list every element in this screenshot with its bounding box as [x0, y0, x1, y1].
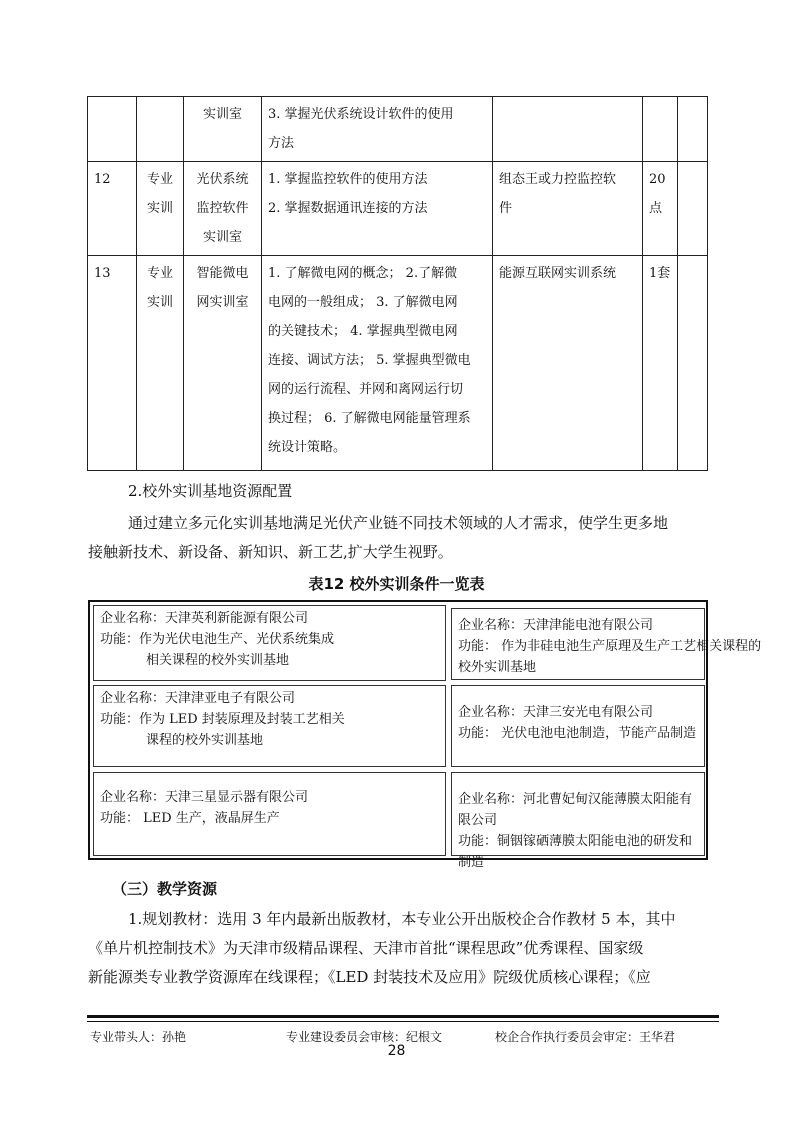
training-content-cell [262, 256, 493, 471]
equipment-cell [493, 162, 643, 256]
quantity-cell [643, 97, 678, 162]
equipment-cell [493, 256, 643, 471]
equipment-cell [493, 97, 643, 162]
company-name: 企业名称：天津英利新能源有限公司 [100, 611, 309, 626]
company-function: 功能：作为光伏电池生产、光伏系统集成 [100, 632, 335, 647]
training-room-table [87, 96, 708, 471]
quantity-line: 1套 [649, 266, 671, 281]
training-content-line: 的关键技术； 4. 掌握典型微电网 [268, 324, 458, 339]
training-content-cell [262, 162, 493, 256]
company-function: 功能：铜铟镓硒薄膜太阳能电池的研发和制造 [458, 834, 693, 870]
company-function-cont: 相关课程的校外实训基地 [146, 653, 290, 668]
company-name: 企业名称：天津津亚电子有限公司 [100, 691, 296, 706]
training-content-line: 网的运行流程、并网和离网运行切 [268, 382, 464, 397]
training-room-line: 实训室 [202, 230, 242, 245]
row-number-cell: 12 [88, 162, 137, 256]
section-heading-offcampus: 2.校外实训基地资源配置 [128, 482, 293, 500]
company-cell [451, 772, 705, 870]
training-type-line: 实训 [146, 295, 173, 310]
training-type-cell [137, 97, 184, 162]
training-room-cell [184, 256, 262, 471]
training-room-cell [184, 97, 262, 162]
paragraph-line: 《单片机控制技术》为天津市级精品课程、天津市首批“课程思政”优秀课程、国家级 [88, 939, 644, 957]
row-number-cell [88, 97, 137, 162]
training-content-line: 换过程； 6. 了解微电网能量管理系 [268, 411, 471, 426]
quantity-line: 点 [649, 201, 663, 216]
row-number-cell: 13 [88, 256, 137, 471]
training-type-line: 实训 [146, 201, 173, 216]
company-function: 功能：作为 LED 封装原理及封装工艺相关 [100, 712, 345, 727]
training-type-cell [137, 162, 184, 256]
company-name: 企业名称：河北曹妃甸汉能薄膜太阳能有限公司 [458, 792, 693, 828]
company-cell [93, 772, 446, 856]
company-cell [451, 685, 705, 767]
company-name: 企业名称：天津三安光电有限公司 [458, 705, 654, 720]
training-type-line: 专业 [146, 172, 173, 187]
training-room-line: 监控软件 [196, 201, 249, 216]
training-type-line: 专业 [146, 266, 173, 281]
training-content-line: 3. 掌握光伏系统设计软件的使用 [268, 107, 454, 122]
paragraph-line: 接触新技术、新设备、新知识、新工艺,扩大学生视野。 [88, 543, 453, 561]
table-row [88, 162, 708, 256]
training-content-cell [262, 97, 493, 162]
paragraph-line: 新能源类专业教学资源库在线课程；《LED 封装技术及应用》院级优质核心课程；《应 [88, 968, 651, 986]
company-function-cont: 校外实训基地 [458, 660, 537, 675]
quantity-line: 20 [649, 172, 666, 187]
table-row [88, 256, 708, 471]
table-caption: 表12 校外实训条件一览表 [308, 575, 485, 593]
training-room-line: 实训室 [202, 107, 242, 122]
footer-rule-thin [87, 1021, 719, 1022]
footer-rule-thick [87, 1015, 719, 1018]
table-row [88, 97, 708, 162]
training-room-line: 网实训室 [196, 295, 249, 310]
company-name: 企业名称：天津三星显示器有限公司 [100, 790, 309, 805]
footer-leader: 专业带头人：孙艳 [90, 1030, 187, 1044]
company-function: 功能： 作为非硅电池生产原理及生产工艺相关课程的 [458, 639, 762, 654]
quantity-cell [643, 162, 678, 256]
footer-committee: 专业建设委员会审核：纪根文 [286, 1030, 443, 1044]
company-cell [451, 608, 762, 680]
equipment-line: 能源互联网实训系统 [499, 266, 617, 281]
company-function: 功能： LED 生产，液晶屏生产 [100, 811, 280, 826]
training-content-line: 统设计策略。 [268, 440, 347, 455]
blank-cell [678, 256, 708, 471]
company-function: 功能： 光伏电池电池制造，节能产品制造 [458, 726, 697, 741]
training-content-line: 连接、调试方法； 5. 掌握典型微电 [268, 353, 471, 368]
paragraph-line: 通过建立多元化实训基地满足光伏产业链不同技术领域的人才需求，使学生更多地 [128, 514, 669, 532]
offcampus-base-table [88, 600, 762, 870]
training-type-cell [137, 256, 184, 471]
company-cell [93, 605, 446, 681]
company-function-cont: 课程的校外实训基地 [146, 733, 264, 748]
training-content-line: 1. 掌握监控软件的使用方法 [268, 172, 428, 187]
training-room-cell [184, 162, 262, 256]
equipment-line: 件 [499, 201, 513, 216]
section-heading-teaching-resources: （三）教学资源 [112, 880, 218, 898]
equipment-line: 组态王或力控监控软 [499, 172, 617, 187]
training-content-line: 方法 [268, 136, 295, 151]
training-content-line: 2. 掌握数据通讯连接的方法 [268, 201, 428, 216]
training-content-line: 1. 了解微电网的概念； 2.了解微 [268, 266, 458, 281]
company-name: 企业名称：天津津能电池有限公司 [458, 618, 654, 633]
page-number: 28 [387, 1043, 406, 1059]
company-cell [93, 685, 446, 767]
training-room-line: 智能微电 [196, 266, 249, 281]
paragraph-line: 1.规划教材：选用 3 年内最新出版教材，本专业公开出版校企合作教材 5 本，其中 [128, 910, 676, 928]
training-room-line: 光伏系统 [196, 172, 249, 187]
blank-cell [678, 162, 708, 256]
blank-cell [678, 97, 708, 162]
quantity-cell [643, 256, 678, 471]
footer-review: 校企合作执行委员会审定：王华君 [495, 1030, 676, 1044]
training-content-line: 电网的一般组成； 3. 了解微电网 [268, 295, 458, 310]
